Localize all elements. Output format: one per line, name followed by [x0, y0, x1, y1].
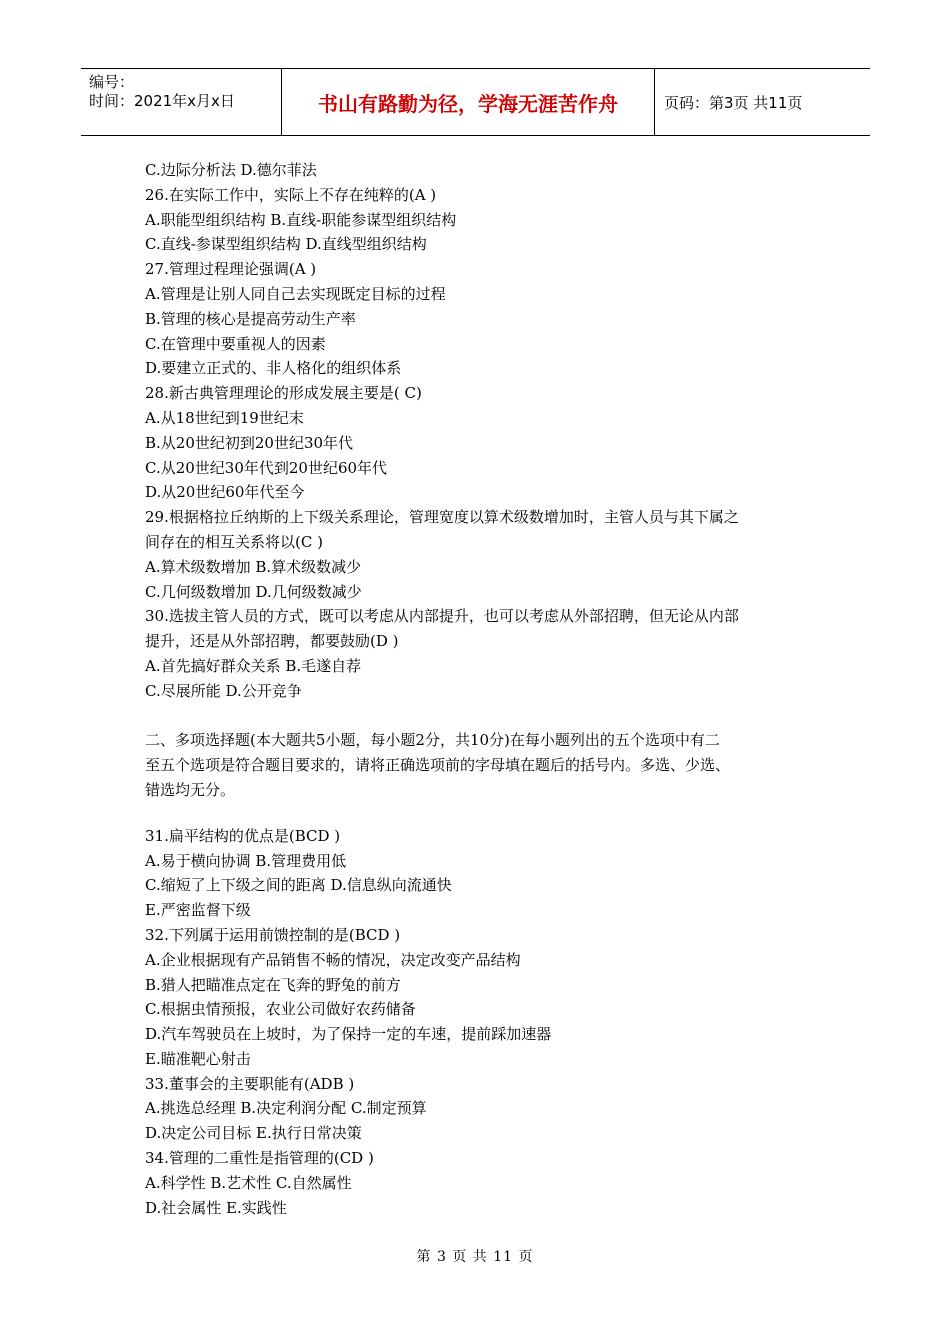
text-line: C.根据虫情预报，农业公司做好农药储备 — [145, 1000, 416, 1019]
text-line: C.直线-参谋型组织结构 D.直线型组织结构 — [145, 235, 427, 254]
text-line: C.缩短了上下级之间的距离 D.信息纵向流通快 — [145, 876, 452, 895]
text-line: C.从20世纪30年代到20世纪60年代 — [145, 458, 388, 477]
text-line: A.算术级数增加 B.算术级数减少 — [145, 557, 362, 576]
text-line: 28.新古典管理理论的形成发展主要是( C) — [145, 384, 422, 403]
text-line: 间存在的相互关系将以(C ) — [145, 532, 323, 551]
text-line: C.尽展所能 D.公开竞争 — [145, 681, 302, 700]
text-line: D.社会属性 E.实践性 — [145, 1198, 287, 1217]
text-line: D.决定公司目标 E.执行日常决策 — [145, 1124, 362, 1143]
blank-line — [145, 704, 810, 729]
text-line: A.管理是让别人同自己去实现既定目标的过程 — [145, 284, 446, 303]
text-line: A.职能型组织结构 B.直线-职能参谋型组织结构 — [145, 210, 457, 229]
text-line: B.猎人把瞄准点定在飞奔的野兔的前方 — [145, 975, 401, 994]
text-line: 27.管理过程理论强调(A ) — [145, 260, 317, 279]
blank-line — [145, 803, 810, 824]
text-line: C.在管理中要重视人的因素 — [145, 334, 326, 353]
text-line: B.从20世纪初到20世纪30年代 — [145, 433, 354, 452]
text-line: 33.董事会的主要职能有(ADB ) — [145, 1074, 355, 1093]
text-line: C.边际分析法 D.德尔菲法 — [145, 161, 317, 179]
header-motto: 书山有路勤为径，学海无涯苦作舟 — [318, 91, 618, 116]
text-line: 错选均无分。 — [145, 780, 236, 799]
text-line: 32.下列属于运用前馈控制的是(BCD ) — [145, 925, 401, 944]
header-page-cell — [655, 69, 870, 135]
text-line: 提升，还是从外部招聘，都要鼓励(D ) — [145, 632, 399, 651]
text-line: C.几何级数增加 D.几何级数减少 — [145, 582, 362, 601]
text-line: A.从18世纪到19世纪末 — [145, 408, 304, 427]
text-line: D.要建立正式的、非人格化的组织体系 — [145, 359, 402, 378]
text-line: 至五个选项是符合题目要求的，请将正确选项前的字母填在题后的括号内。多选、少选、 — [145, 756, 731, 775]
text-line: 34.管理的二重性是指管理的(CD ) — [145, 1149, 374, 1168]
header-meta-cell — [81, 69, 282, 135]
header-motto-cell — [282, 69, 655, 135]
text-line: D.从20世纪60年代至今 — [145, 483, 305, 502]
text-line: E.瞄准靶心射击 — [145, 1049, 251, 1068]
text-line: A.科学性 B.艺术性 C.自然属性 — [145, 1173, 352, 1192]
page-header — [81, 68, 870, 136]
text-line: A.挑选总经理 B.决定利润分配 C.制定预算 — [145, 1099, 427, 1118]
page-footer: 第 3 页 共 11 页 — [416, 1249, 534, 1265]
document-number-label: 编号： — [89, 73, 135, 91]
header-page-number: 页码：第3页 共11页 — [664, 93, 803, 112]
text-line: 29.根据格拉丘纳斯的上下级关系理论，管理宽度以算术级数增加时，主管人员与其下属之 — [145, 508, 739, 527]
document-body — [145, 158, 810, 1220]
text-line: A.企业根据现有产品销售不畅的情况，决定改变产品结构 — [145, 950, 521, 969]
text-line: A.易于横向协调 B.管理费用低 — [145, 851, 347, 870]
text-line: 31.扁平结构的优点是(BCD ) — [145, 826, 341, 845]
text-line: 二、多项选择题(本大题共5小题，每小题2分，共10分)在每小题列出的五个选项中有二 — [145, 731, 720, 750]
text-line: 26.在实际工作中，实际上不存在纯粹的(A ) — [145, 185, 437, 204]
text-line: B.管理的核心是提高劳动生产率 — [145, 309, 356, 328]
text-line: 30.选拔主管人员的方式，既可以考虑从内部提升，也可以考虑从外部招聘，但无论从内部 — [145, 607, 739, 626]
text-line: D.汽车驾驶员在上坡时，为了保持一定的车速，提前踩加速器 — [145, 1025, 552, 1044]
document-time-label: 时间：2021年x月x日 — [89, 92, 235, 110]
text-line: A.首先搞好群众关系 B.毛遂自荐 — [145, 656, 362, 675]
text-line: E.严密监督下级 — [145, 901, 251, 920]
